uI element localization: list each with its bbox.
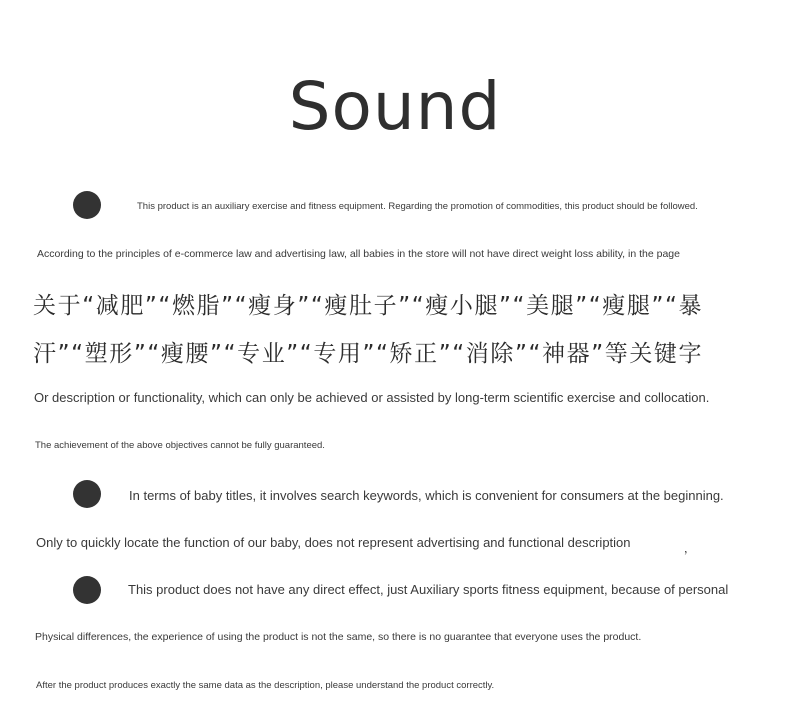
notice-line-9: After the product produces exactly the same data as the description, please understand the product correctly. xyxy=(36,680,495,691)
notice-line-4: The achievement of the above objectives cannot be fully guaranteed. xyxy=(35,440,325,451)
notice-line-8: Physical differences, the experience of using the product is not the same, so there is no guarantee that everyone uses the product. xyxy=(35,631,642,643)
comma-mark: ， xyxy=(684,542,695,555)
bullet-dot-icon xyxy=(73,480,101,508)
notice-line-2: According to the principles of e-commerce law and advertising law, all babies in the store will not have direct weight loss ability, in the page xyxy=(37,248,680,260)
page-title: Sound xyxy=(288,68,502,145)
notice-line-7: This product does not have any direct effect, just Auxiliary sports fitness equipment, because of personal xyxy=(128,582,729,597)
notice-line-6: Only to quickly locate the function of our baby, does not represent advertising and functional description xyxy=(36,535,631,550)
keyword-line-2: 汗”“塑形”“瘦腰”“专业”“专用”“矫正”“消除”“神器”等关键字 xyxy=(33,341,704,367)
bullet-dot-icon xyxy=(73,191,101,219)
notice-line-3: Or description or functionality, which can only be achieved or assisted by long-term scientific exercise and collocation. xyxy=(34,390,710,405)
bullet-dot-icon xyxy=(73,576,101,604)
notice-line-1: This product is an auxiliary exercise and fitness equipment. Regarding the promotion of commodities, this product should be followed. xyxy=(137,201,698,212)
notice-line-5: In terms of baby titles, it involves search keywords, which is convenient for consumers at the beginning. xyxy=(129,488,724,503)
keyword-line-1: 关于“减肥”“燃脂”“瘦身”“瘦肚子”“瘦小腿”“美腿”“瘦腿”“暴 xyxy=(33,293,704,319)
